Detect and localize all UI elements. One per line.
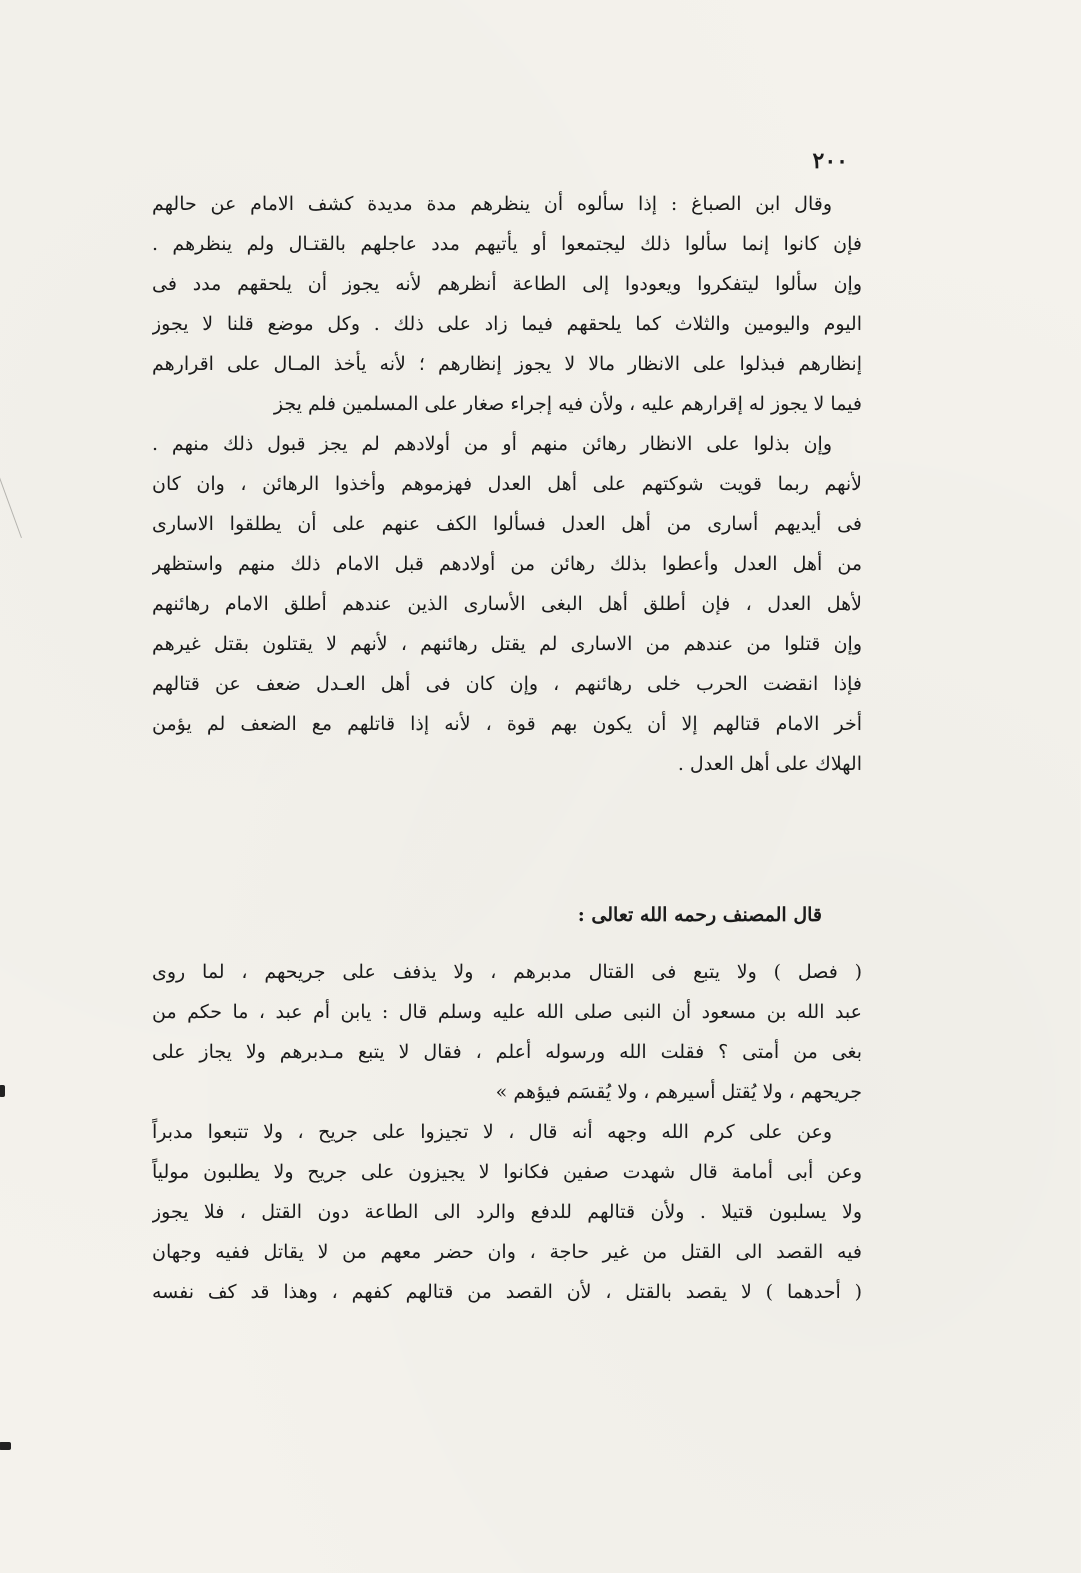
margin-ink-mark [0,1442,12,1450]
text-line: فى أيديهم أسارى من أهل العدل فسألوا الكف عنهم على أن يطلقوا الاسارى [153,513,863,535]
text-line: ( فصل ) ولا يتبع فى القتال مدبرهم ، ولا يذفف على جريحهم ، لما روى [153,961,863,983]
text-line: فإن كانوا إنما سألوا ذلك ليجتمعوا أو يأتيهم مدد عاجلهم بالقتـال ولم ينظرهم . [153,233,863,255]
paragraph-block-ibn-al-sabbagh [153,184,863,784]
page-number: ٢٠٠ [813,148,849,174]
text-line: بغى من أمتى ؟ فقلت الله ورسوله أعلم ، فقال لا يتبع مـدبرهم ولا يجاز على [153,1041,863,1063]
text-line: لأهل العدل ، فإن أطلق أهل البغى الأسارى الذين عندهم أطلق الامام رهائنهم [153,593,863,615]
margin-ink-mark [0,1085,6,1097]
text-line: وإن سألوا ليتفكروا ويعودوا إلى الطاعة أنظرهم لأنه يجوز أن يلحقهم مدد فى [153,273,863,295]
scan-edge-line [0,472,23,538]
text-line: ولا يسلبون قتيلا . ولأن قتالهم للدفع والرد الى الطاعة دون القتل ، فلا يجوز [153,1201,863,1223]
text-line: لأنهم ربما قويت شوكتهم على أهل العدل فهزموهم وأخذوا الرهائن ، وان كان [153,473,863,495]
text-line: الهلاك على أهل العدل . [678,753,863,775]
text-line: وعن أبى أمامة قال شهدت صفين فكانوا لا يجيزون على جريح ولا يطلبون مولياً [153,1161,863,1183]
section-heading-block [153,895,863,935]
text-line: عبد الله بن مسعود أن النبى صلى الله عليه وسلم قال : يابن أم عبد ، ما حكم من [153,1001,863,1023]
text-line: فيه القصد الى القتل من غير حاجة ، وان حضر معهم من لا يقاتل ففيه وجهان [153,1241,863,1263]
text-line: ( أحدهما ) لا يقصد بالقتل ، لأن القصد من قتالهم كفهم ، وهذا قد كف نفسه [153,1281,863,1303]
text-line: وعن على كرم الله وجهه أنه قال ، لا تجيزوا على جريح ، ولا تتبعوا مدبراً [153,1121,833,1143]
text-line: فإذا انقضت الحرب خلى رهائنهم ، وإن كان فى أهل العـدل ضعف عن قتالهم [153,673,863,695]
text-line: وقال ابن الصباغ : إذا سألوه أن ينظرهم مدة مديدة كشف الامام عن حالهم [153,193,833,215]
text-line: جريحهم ، ولا يُقتل أسيرهم ، ولا يُقسَم فيؤهم » [496,1081,863,1103]
text-line: اليوم واليومين والثلاث كما يلحقهم فيما زاد على ذلك . وكل موضع قلنا لا يجوز [153,313,863,335]
text-line: فيما لا يجوز له إقرارهم عليه ، ولأن فيه إجراء صغار على المسلمين فلم يجز [274,393,863,415]
paragraph-block-fasl [153,952,863,1312]
text-line: إنظارهم فبذلوا على الانظار مالا لا يجوز إنظارهم ؛ لأنه يأخذ المـال على اقرارهم [153,353,863,375]
text-line: أخر الامام قتالهم إلا أن يكون بهم قوة ، لأنه إذا قاتلهم مع الضعف لم يؤمن [153,713,863,735]
text-line: وإن بذلوا على الانظار رهائن منهم أو من أولادهم لم يجز قبول ذلك منهم . [153,433,833,455]
section-heading: قال المصنف رحمه الله تعالى : [578,904,823,926]
text-line: وإن قتلوا من عندهم من الاسارى لم يقتل رهائنهم ، لأنهم لا يقتلون بقتل غيرهم [153,633,863,655]
text-line: من أهل العدل وأعطوا بذلك رهائن من أولادهم قبل الامام ذلك منهم واستظهر [153,553,863,575]
